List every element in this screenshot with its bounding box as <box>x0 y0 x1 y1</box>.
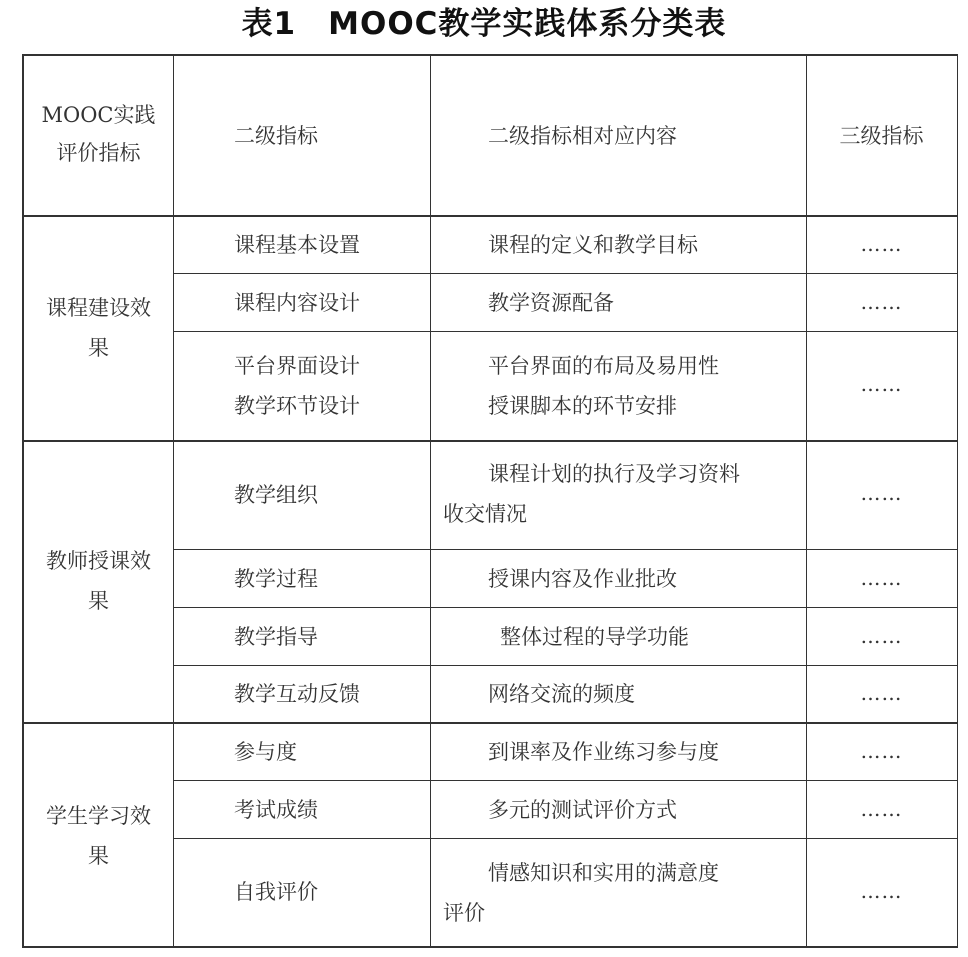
row-indicator: 参与度 <box>234 740 297 764</box>
row-line <box>173 780 958 781</box>
group-divider-1 <box>22 440 958 442</box>
row-indicator: 课程基本设置 <box>234 233 360 257</box>
row-level3: …… <box>860 566 903 590</box>
row-indicator: 教学过程 <box>234 567 318 591</box>
row-indicator: 教学互动反馈 <box>234 682 360 706</box>
group-label-line2: 果 <box>88 844 109 868</box>
row-level3: …… <box>860 739 903 763</box>
row-indicator: 考试成绩 <box>234 798 318 822</box>
group-label <box>24 288 173 368</box>
row-line <box>173 607 958 608</box>
row-content: 授课内容及作业批改 <box>488 567 677 591</box>
row-content: 教学资源配备 <box>488 291 614 315</box>
row-content: 情感知识和实用的满意度 <box>488 861 719 885</box>
row-level3: …… <box>860 624 903 648</box>
border-top <box>22 54 958 56</box>
col-line-2 <box>430 54 431 948</box>
row-content-line2: 评价 <box>443 901 485 925</box>
row-level3: …… <box>860 372 903 396</box>
row-content-line2: 授课脚本的环节安排 <box>488 394 677 418</box>
group-label-line1: 教师授课效 <box>46 549 151 573</box>
row-level3: …… <box>860 481 903 505</box>
row-indicator: 自我评价 <box>234 880 318 904</box>
group-label-line1: 学生学习效 <box>46 804 151 828</box>
group-label <box>24 796 173 876</box>
row-content-line2: 收交情况 <box>443 502 527 526</box>
header-col4: 三级指标 <box>839 124 924 148</box>
row-indicator-line2: 教学环节设计 <box>234 394 360 418</box>
row-indicator: 教学指导 <box>234 625 318 649</box>
row-level3: …… <box>860 797 903 821</box>
row-content: 多元的测试评价方式 <box>488 798 677 822</box>
header-col1 <box>24 96 173 172</box>
row-level3: …… <box>860 290 903 314</box>
row-level3: …… <box>860 879 903 903</box>
group-label <box>24 541 173 621</box>
header-divider <box>22 215 958 217</box>
col-line-1 <box>173 54 174 948</box>
row-line <box>173 549 958 550</box>
row-content: 整体过程的导学功能 <box>500 625 689 649</box>
row-content: 课程计划的执行及学习资料 <box>488 462 740 486</box>
row-content: 到课率及作业练习参与度 <box>488 740 719 764</box>
row-content: 平台界面的布局及易用性 <box>488 354 719 378</box>
group-label-line2: 果 <box>88 589 109 613</box>
row-line <box>173 838 958 839</box>
row-indicator: 教学组织 <box>234 483 318 507</box>
header-col1-line1: MOOC实践 <box>41 103 156 127</box>
table-title: 表1 MOOC教学实践体系分类表 <box>241 6 727 42</box>
header-col3: 二级指标相对应内容 <box>488 124 677 148</box>
header-col1-line2: 评价指标 <box>56 141 141 165</box>
row-indicator: 平台界面设计 <box>234 354 360 378</box>
row-content: 课程的定义和教学目标 <box>488 233 698 257</box>
border-bottom <box>22 946 958 948</box>
header-col2: 二级指标 <box>234 124 318 148</box>
border-right <box>957 54 958 948</box>
row-level3: …… <box>860 232 903 256</box>
row-indicator: 课程内容设计 <box>234 291 360 315</box>
group-label-line2: 果 <box>88 336 109 360</box>
group-divider-2 <box>22 722 958 724</box>
row-content: 网络交流的频度 <box>488 682 635 706</box>
group-label-line1: 课程建设效 <box>46 296 151 320</box>
row-line <box>173 665 958 666</box>
row-line <box>173 273 958 274</box>
row-line <box>173 331 958 332</box>
row-level3: …… <box>860 681 903 705</box>
